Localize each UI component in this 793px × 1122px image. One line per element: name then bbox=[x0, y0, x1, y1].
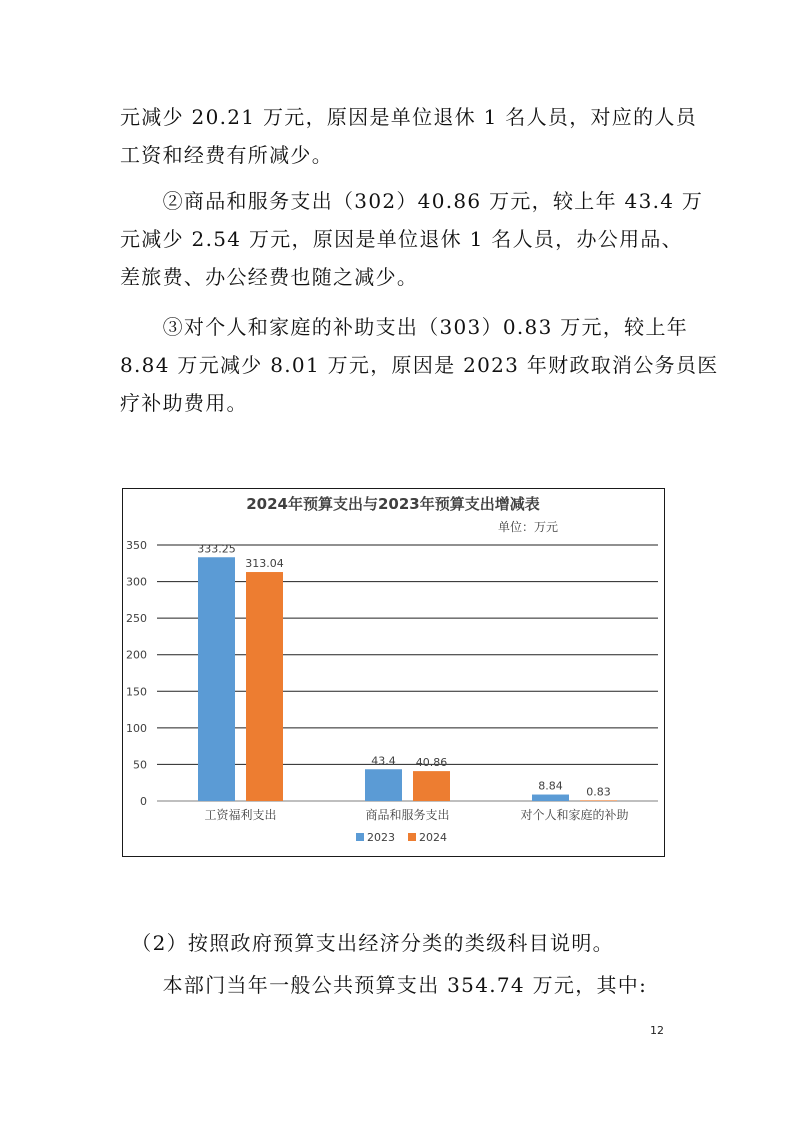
y-tick-label: 100 bbox=[126, 721, 147, 735]
paragraph-goods-services bbox=[120, 182, 704, 296]
y-tick-label: 250 bbox=[126, 612, 147, 626]
paragraph-classification bbox=[120, 924, 680, 962]
data-label: 8.84 bbox=[538, 779, 563, 793]
paragraph-personnel bbox=[120, 98, 698, 174]
text-line: 8.84 万元减少 8.01 万元，原因是 2023 年财政取消公务员医 bbox=[120, 353, 719, 377]
data-label: 333.25 bbox=[197, 542, 236, 556]
bar-2024 bbox=[246, 572, 283, 801]
y-tick-label: 0 bbox=[140, 795, 147, 808]
paragraph-total bbox=[120, 966, 680, 1004]
legend-label: 2023 bbox=[367, 831, 395, 844]
legend-swatch-2023 bbox=[356, 833, 364, 841]
text-line: （2）按照政府预算支出经济分类的类级科目说明。 bbox=[120, 931, 614, 955]
text-line: 元减少 20.21 万元，原因是单位退休 1 名人员，对应的人员 bbox=[120, 105, 698, 129]
data-label: 43.4 bbox=[371, 754, 396, 768]
bar-2023 bbox=[198, 557, 235, 801]
x-tick-label: 对个人和家庭的补助 bbox=[520, 808, 629, 822]
bar-2024 bbox=[580, 800, 617, 801]
bar-2024 bbox=[413, 771, 450, 801]
text-line: 差旅费、办公经费也随之减少。 bbox=[120, 265, 419, 289]
y-tick-label: 150 bbox=[126, 685, 147, 699]
data-label: 313.04 bbox=[245, 557, 284, 571]
budget-comparison-chart bbox=[122, 488, 665, 857]
text-line: 工资和经费有所减少。 bbox=[120, 143, 333, 167]
chart-canvas bbox=[123, 489, 663, 855]
text-line: 元减少 2.54 万元，原因是单位退休 1 名人员，办公用品、 bbox=[120, 227, 683, 251]
chart-title: 2024年预算支出与2023年预算支出增减表 bbox=[246, 495, 540, 513]
y-tick-label: 50 bbox=[133, 758, 147, 772]
bar-2023 bbox=[365, 769, 402, 801]
paragraph-subsidies bbox=[120, 308, 719, 422]
y-tick-label: 200 bbox=[126, 648, 147, 662]
data-label: 0.83 bbox=[586, 785, 611, 799]
text-line: 本部门当年一般公共预算支出 354.74 万元，其中: bbox=[120, 973, 648, 997]
text-line: 疗补助费用。 bbox=[120, 391, 248, 415]
x-tick-label: 商品和服务支出 bbox=[365, 808, 450, 822]
text-line: ③对个人和家庭的补助支出（303）0.83 万元，较上年 bbox=[120, 315, 689, 339]
text-line: ②商品和服务支出（302）40.86 万元，较上年 43.4 万 bbox=[120, 189, 704, 213]
x-tick-label: 工资福利支出 bbox=[204, 808, 277, 822]
legend-label: 2024 bbox=[419, 831, 447, 844]
bar-2023 bbox=[532, 795, 569, 801]
legend-swatch-2024 bbox=[408, 833, 416, 841]
data-label: 40.86 bbox=[415, 756, 448, 770]
y-tick-label: 300 bbox=[126, 575, 147, 589]
chart-unit-label: 单位：万元 bbox=[498, 520, 559, 534]
y-tick-label: 350 bbox=[126, 539, 147, 552]
page-number: 12 bbox=[650, 1024, 664, 1037]
